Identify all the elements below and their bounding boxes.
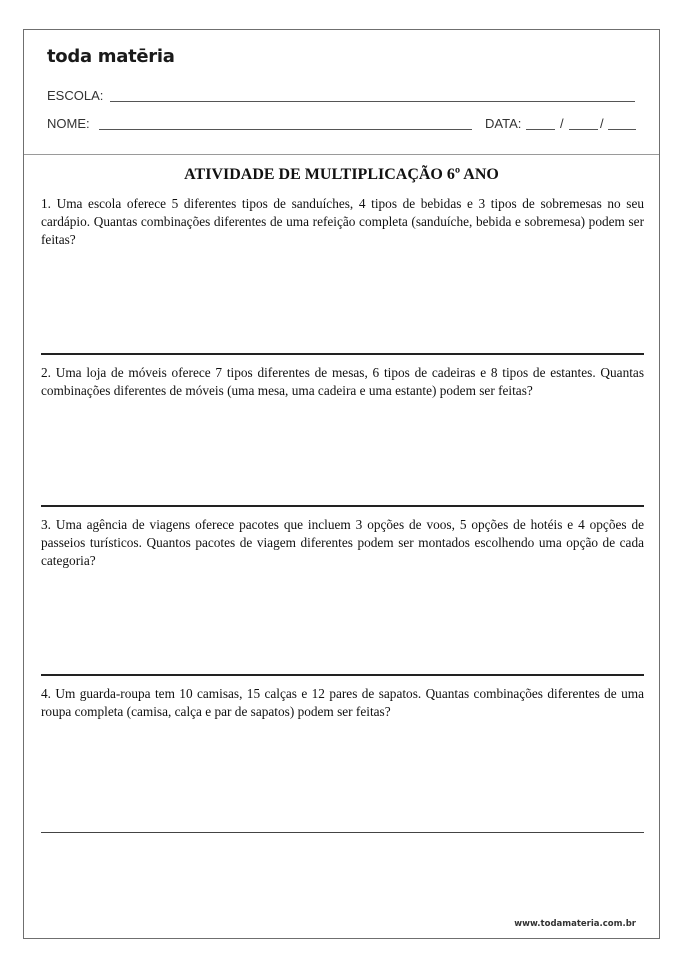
footer-url: www.todamateria.com.br <box>514 919 636 929</box>
school-field-line[interactable] <box>110 101 635 102</box>
answer-divider <box>41 674 644 676</box>
name-label: NOME: <box>47 116 90 131</box>
date-separator: / <box>560 116 564 131</box>
name-field-line[interactable] <box>99 129 472 130</box>
school-label: ESCOLA: <box>47 88 104 103</box>
date-label: DATA: <box>485 116 522 131</box>
question-4: 4. Um guarda-roupa tem 10 camisas, 15 calças e 12 pares de sapatos. Quantas combinações diferentes de uma roupa completa (camisa, calça e par de sapatos) podem ser feitas? <box>41 686 644 719</box>
worksheet-page <box>23 29 660 939</box>
question-1: 1. Uma escola oferece 5 diferentes tipos de sanduíches, 4 tipos de bebidas e 3 tipos de sobremesas no seu cardápio. Quantas combinações diferentes de uma refeição completa (sanduíche, bebida e sobremesa) podem ser feitas? <box>41 196 644 247</box>
worksheet-header <box>24 30 659 155</box>
page-title: ATIVIDADE DE MULTIPLICAÇÃO 6º ANO <box>184 166 499 183</box>
answer-divider <box>41 832 644 833</box>
date-month-line[interactable] <box>569 129 598 130</box>
date-year-line[interactable] <box>608 129 636 130</box>
date-day-line[interactable] <box>526 129 555 130</box>
date-separator: / <box>600 116 604 131</box>
answer-divider <box>41 505 644 507</box>
question-3: 3. Uma agência de viagens oferece pacotes que incluem 3 opções de voos, 5 opções de hotéis e 4 opções de passeios turísticos. Quantos pacotes de viagem diferentes podem ser montados escolhendo uma opção de cada categoria? <box>41 517 644 568</box>
question-2: 2. Uma loja de móveis oferece 7 tipos diferentes de mesas, 6 tipos de cadeiras e 8 tipos de estantes. Quantas combinações diferentes de móveis (uma mesa, uma cadeira e uma estante) podem ser feitas? <box>41 365 644 398</box>
answer-divider <box>41 353 644 355</box>
brand-logo: toda matēria <box>47 46 175 67</box>
